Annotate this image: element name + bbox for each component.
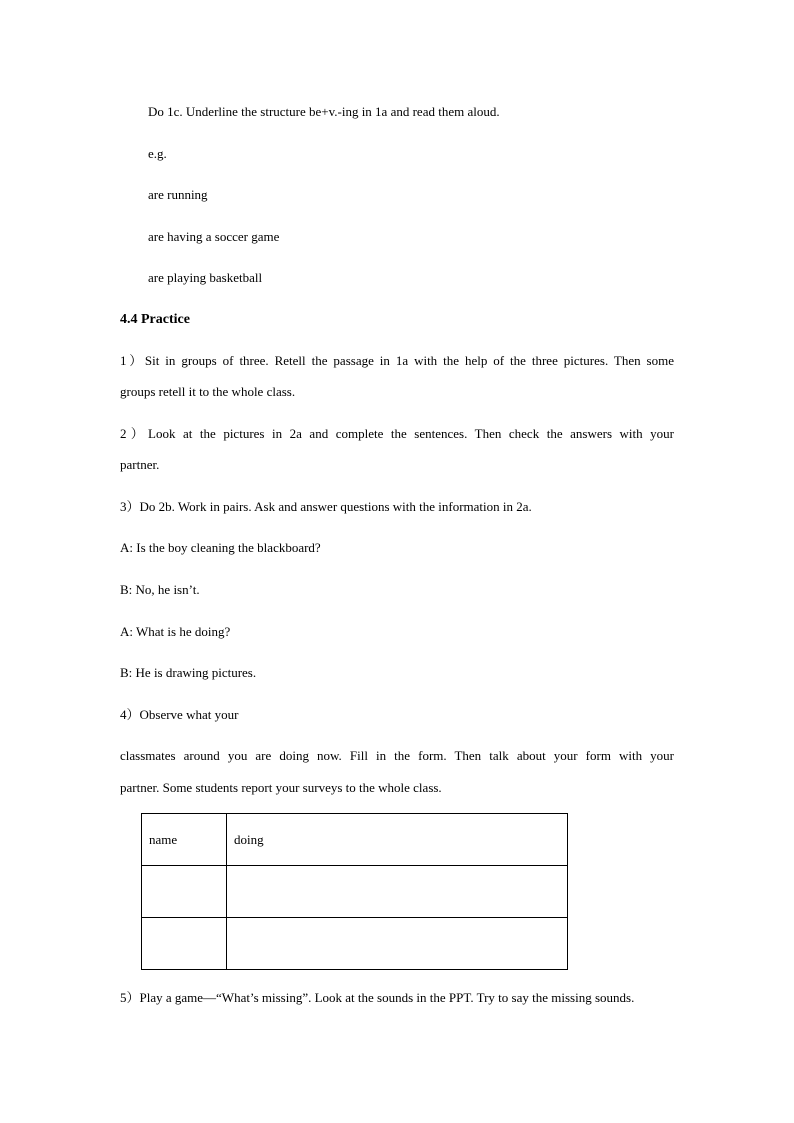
dialogue-line: B: He is drawing pictures. bbox=[120, 665, 257, 680]
practice-item-2-line-1: 2）Look at the pictures in 2a and complete the sentences. Then check the answers with your bbox=[120, 426, 674, 441]
name-cell[interactable] bbox=[142, 866, 227, 918]
header-doing: doing bbox=[227, 814, 568, 866]
doing-cell[interactable] bbox=[227, 918, 568, 970]
practice-item-1-line-1: 1）Sit in groups of three. Retell the passage in 1a with the help of the three pictures. Then some bbox=[120, 353, 674, 368]
example-item: are having a soccer game bbox=[148, 229, 280, 244]
table-row bbox=[142, 918, 568, 970]
header-name: name bbox=[142, 814, 227, 866]
table-header-row bbox=[142, 814, 568, 866]
dialogue-line: A: Is the boy cleaning the blackboard? bbox=[120, 540, 321, 555]
practice-item-1-line-2: groups retell it to the whole class. bbox=[120, 384, 296, 399]
doing-cell[interactable] bbox=[227, 866, 568, 918]
practice-item-4-line-1: 4）Observe what your bbox=[120, 707, 239, 722]
practice-item-4-line-2: classmates around you are doing now. Fill in the form. Then talk about your form with your bbox=[120, 748, 674, 763]
section-heading: 4.4 Practice bbox=[120, 312, 190, 327]
table-row bbox=[142, 866, 568, 918]
name-cell[interactable] bbox=[142, 918, 227, 970]
example-item: are running bbox=[148, 187, 208, 202]
practice-item-4-line-3: partner. Some students report your surveys to the whole class. bbox=[120, 780, 442, 795]
practice-item-5: 5）Play a game—“What’s missing”. Look at the sounds in the PPT. Try to say the missing sounds. bbox=[120, 990, 635, 1005]
survey-form-table bbox=[141, 813, 568, 970]
dialogue-line: A: What is he doing? bbox=[120, 624, 231, 639]
practice-item-3: 3）Do 2b. Work in pairs. Ask and answer questions with the information in 2a. bbox=[120, 499, 532, 514]
dialogue-line: B: No, he isn’t. bbox=[120, 582, 200, 597]
instruction-1c: Do 1c. Underline the structure be+v.-ing in 1a and read them aloud. bbox=[148, 104, 500, 119]
practice-item-2-line-2: partner. bbox=[120, 457, 160, 472]
eg-label: e.g. bbox=[148, 146, 167, 161]
example-item: are playing basketball bbox=[148, 270, 263, 285]
